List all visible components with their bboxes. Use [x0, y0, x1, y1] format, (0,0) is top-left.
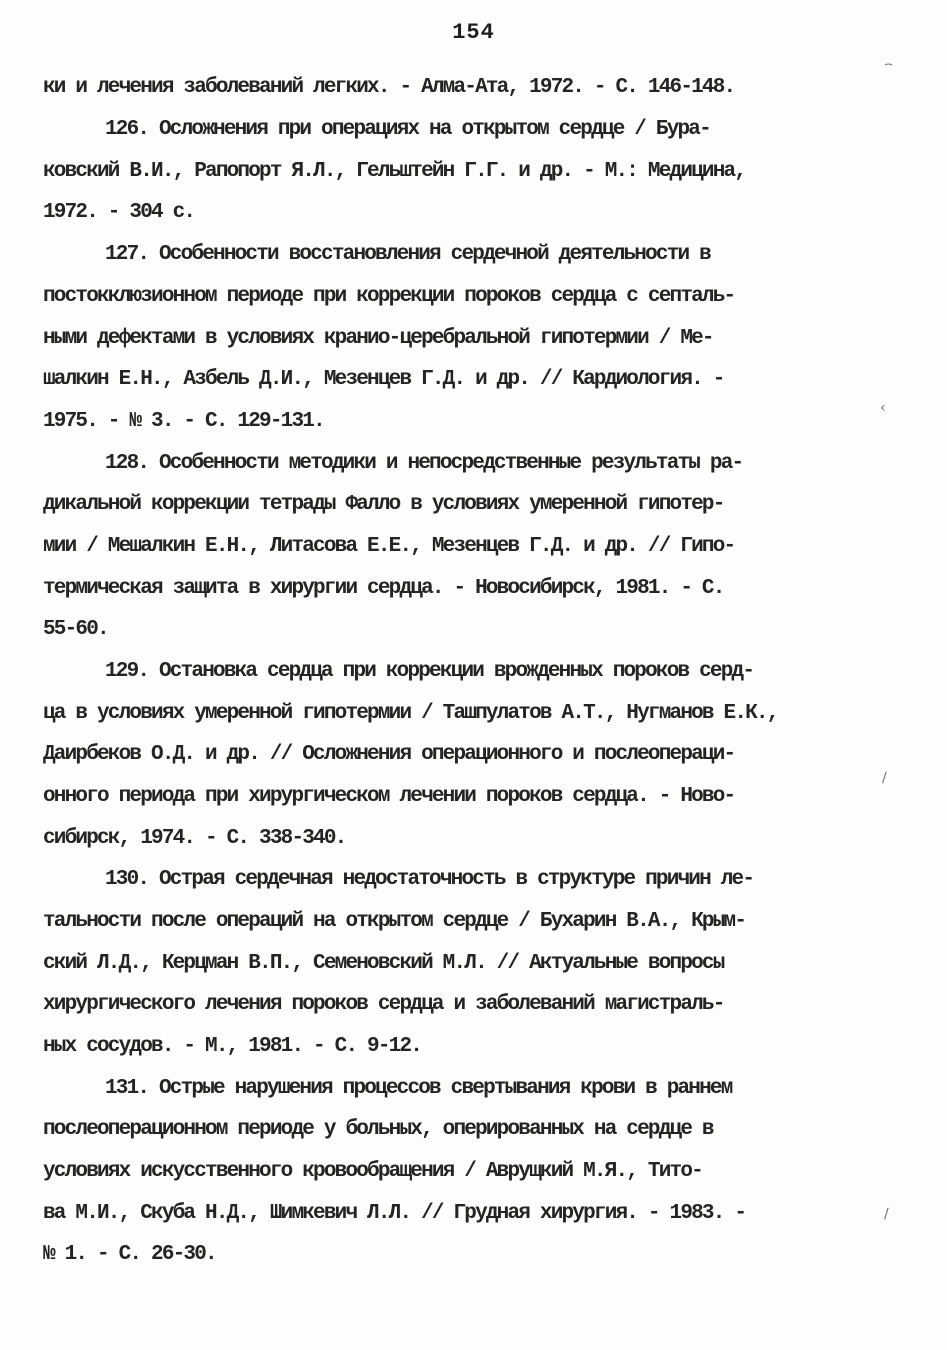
text-line: ский Л.Д., Керцман В.П., Семеновский М.Л. // Актуальные вопросы: [43, 952, 724, 975]
text-line: ковский В.И., Рапопорт Я.Л., Гельштейн Г.Г. и др. - М.: Медицина,: [43, 160, 746, 183]
text-line: послеоперационном периоде у больных, оперированных на сердце в: [43, 1118, 713, 1141]
text-line: мии / Мешалкин Е.Н., Литасова Е.Е., Мезенцев Г.Д. и др. // Гипо-: [43, 535, 735, 558]
margin-mark-icon: ⌢: [884, 56, 894, 72]
text-line: сибирск, 1974. - С. 338-340.: [43, 827, 346, 850]
text-line: 127. Особенности восстановления сердечной деятельности в: [105, 243, 710, 266]
text-line: ки и лечения заболеваний легких. - Алма-Ата, 1972. - С. 146-148.: [43, 76, 735, 99]
text-line: ва М.И., Скуба Н.Д., Шимкевич Л.Л. // Грудная хирургия. - 1983. -: [43, 1202, 746, 1225]
text-line: № 1. - С. 26-30.: [43, 1243, 216, 1266]
text-line: тальности после операций на открытом сердце / Бухарин В.А., Крым-: [43, 910, 746, 933]
text-line: 128. Особенности методики и непосредственные результаты ра-: [105, 452, 743, 475]
text-line: 130. Острая сердечная недостаточность в структуре причин ле-: [105, 868, 754, 891]
text-line: шалкин Е.Н., Азбель Д.И., Мезенцев Г.Д. и др. // Кардиология. -: [43, 368, 724, 391]
text-line: ца в условиях умеренной гипотермии / Ташпулатов А.Т., Нугманов Е.К.,: [43, 702, 778, 725]
margin-mark-icon: ‹: [880, 400, 886, 416]
text-line: 126. Осложнения при операциях на открытом сердце / Бура-: [105, 118, 710, 141]
text-line: 1975. - № 3. - С. 129-131.: [43, 410, 324, 433]
margin-mark-icon: ∕: [884, 1206, 889, 1222]
text-line: дикальной коррекции тетрады Фалло в условиях умеренной гипотер-: [43, 493, 724, 516]
text-line: Даирбеков О.Д. и др. // Осложнения операционного и послеопераци-: [43, 743, 735, 766]
text-line: ных сосудов. - М., 1981. - С. 9-12.: [43, 1035, 422, 1058]
margin-mark-icon: ∕: [882, 770, 887, 786]
text-line: 55-60.: [43, 618, 108, 641]
text-line: условиях искусственного кровообращения / Аврущкий М.Я., Тито-: [43, 1160, 702, 1183]
text-line: 129. Остановка сердца при коррекции врожденных пороков серд-: [105, 660, 754, 683]
text-line: хирургического лечения пороков сердца и заболеваний магистраль-: [43, 993, 724, 1016]
text-line: 131. Острые нарушения процессов свертывания крови в раннем: [105, 1077, 732, 1100]
text-line: 1972. - 304 с.: [43, 201, 195, 224]
text-line: онного периода при хирургическом лечении пороков сердца. - Ново-: [43, 785, 735, 808]
page-number: 154: [452, 20, 495, 45]
text-line: постокклюзионном периоде при коррекции пороков сердца с септаль-: [43, 285, 735, 308]
text-line: термическая защита в хирургии сердца. - Новосибирск, 1981. - С.: [43, 577, 724, 600]
text-line: ными дефектами в условиях кранио-церебральной гипотермии / Ме-: [43, 327, 713, 350]
